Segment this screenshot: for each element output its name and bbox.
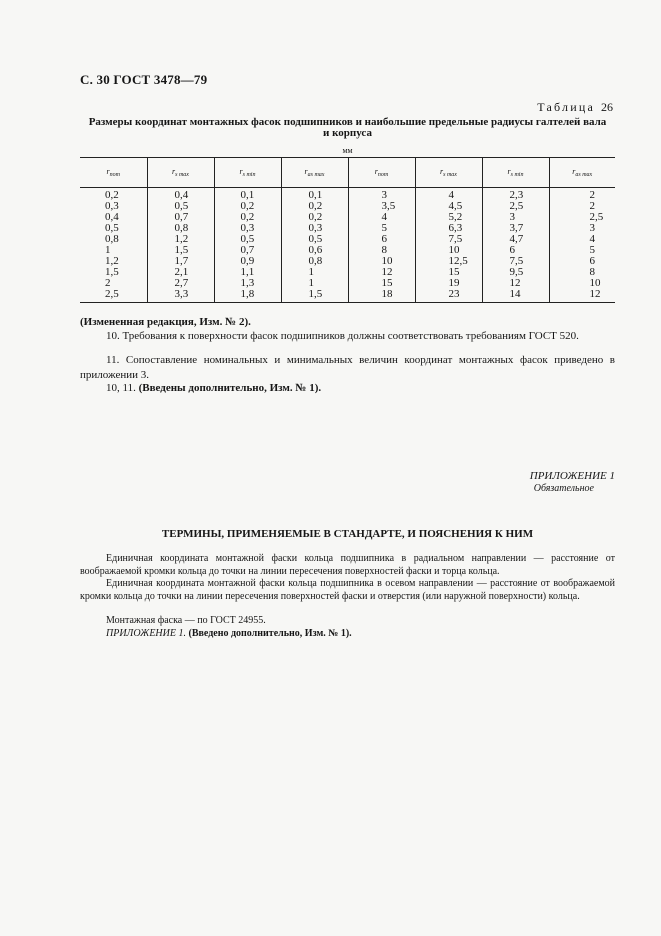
- table-cell: [549, 234, 615, 245]
- column-header: [549, 158, 615, 188]
- table-cell-value: 4: [589, 233, 595, 245]
- column-header-symbol: r: [507, 167, 511, 176]
- table-cell: [549, 256, 615, 267]
- table-cell-value: 1,7: [174, 255, 189, 267]
- table-cell-value: 7,5: [509, 255, 524, 267]
- column-header: [482, 158, 549, 188]
- table-cell-value: 5: [381, 222, 387, 234]
- table-cell-value: 2: [589, 189, 595, 201]
- table-cell-value: 15: [381, 277, 393, 289]
- table-cell-value: 1,5: [308, 288, 323, 300]
- note-edited: [80, 315, 615, 330]
- column-header: [281, 158, 348, 188]
- table-cell: [80, 289, 147, 303]
- table-cell-value: 1,5: [105, 266, 119, 278]
- table-cell-value: 0,2: [105, 189, 119, 201]
- appendix-label: ПРИЛОЖЕНИЕ 1: [529, 470, 615, 482]
- table-cell-value: 1,2: [174, 233, 189, 245]
- column-header-symbol: r: [572, 167, 576, 176]
- column-header-symbol: r: [304, 167, 308, 176]
- table-cell-value: 2,5: [589, 211, 604, 223]
- column-header-subscript: s min: [242, 172, 256, 178]
- table-cell-value: 6,3: [448, 222, 463, 234]
- table-row: [80, 267, 615, 278]
- column-header-symbol: r: [239, 167, 243, 176]
- appendix-paragraph-4-bold: (Введено дополнительно, Изм. № 1).: [188, 628, 352, 639]
- table-cell-value: 6: [589, 255, 595, 267]
- table-cell-value: 1,3: [240, 277, 255, 289]
- column-header-symbol: r: [172, 167, 176, 176]
- table-cell: [80, 267, 147, 278]
- column-header-subscript: s max: [175, 172, 189, 178]
- table-cell: [281, 188, 348, 202]
- column-header: [348, 158, 415, 188]
- table-cell-value: 2,5: [509, 200, 524, 212]
- table-cell-value: 0,1: [308, 189, 323, 201]
- table-cell-value: 3,7: [509, 222, 524, 234]
- table-cell-value: 0,4: [105, 211, 119, 223]
- table-cell-value: 8: [381, 244, 387, 256]
- table-cell-value: 0,2: [240, 200, 255, 212]
- table-cell: [80, 234, 147, 245]
- appendix-paragraph-4-prefix: ПРИЛОЖЕНИЕ 1.: [106, 628, 186, 639]
- table-cell-value: 2: [589, 200, 595, 212]
- table-cell-value: 12: [509, 277, 521, 289]
- table-cell-value: 4,7: [509, 233, 524, 245]
- table-cell-value: 10: [589, 277, 601, 289]
- table-cell-value: 0,1: [240, 189, 255, 201]
- note-introduced-prefix: 10, 11.: [106, 382, 139, 394]
- table-cell-value: 8: [589, 266, 595, 278]
- table-cell-value: 0,9: [240, 255, 255, 267]
- table-cell-value: 7,5: [448, 233, 463, 245]
- appendix-paragraph-4: [80, 627, 615, 640]
- column-header: [147, 158, 214, 188]
- note-item-11: 11. Сопоставление номинальных и минимальных величин координат монтажных фасок приведено в приложении 3.: [80, 354, 615, 381]
- table-cell-value: 2,3: [509, 189, 524, 201]
- note-introduced: [80, 381, 615, 396]
- table-cell-value: 14: [509, 288, 521, 300]
- table-cell: [281, 289, 348, 303]
- table-cell-value: 2: [105, 277, 111, 289]
- table-row: [80, 245, 615, 256]
- table-cell-value: 4: [448, 189, 454, 201]
- table-cell-value: 1: [105, 244, 111, 256]
- table-cell: [415, 289, 482, 303]
- column-header-symbol: r: [106, 167, 110, 176]
- table-row: [80, 201, 615, 212]
- table-body: [80, 188, 615, 303]
- table-cell-value: 23: [448, 288, 460, 300]
- table-cell: [214, 289, 281, 303]
- table-row: [80, 212, 615, 223]
- table-row: [80, 223, 615, 234]
- table-row: [80, 278, 615, 289]
- table-cell-value: 3: [589, 222, 595, 234]
- appendix-paragraph-2: Единичная координата монтажной фаски кольца подшипника в осевом направлении — расстояние от воображаемой кромки кольца до точки на линии пересечения поверхностей фаски и отверстия (или наружной поверхности) кольца.: [80, 578, 615, 602]
- table-cell-value: 0,5: [105, 222, 119, 234]
- table-cell-value: 4: [381, 211, 387, 223]
- table-cell-value: 0,3: [308, 222, 323, 234]
- table-row: [80, 234, 615, 245]
- table-label-number: 26: [601, 100, 613, 114]
- table-cell-value: 12: [381, 266, 393, 278]
- appendix-status: Обязательное: [533, 483, 594, 494]
- table-cell-value: 10: [381, 255, 393, 267]
- table-cell-value: 0,5: [308, 233, 323, 245]
- table-cell-value: 0,6: [308, 244, 323, 256]
- table-cell: [549, 188, 615, 202]
- table-label: [537, 100, 613, 115]
- table-cell-value: 5: [589, 244, 595, 256]
- table-cell: [482, 201, 549, 212]
- table-cell: [147, 188, 214, 202]
- table-cell-value: 6: [509, 244, 515, 256]
- table-cell-value: 1: [308, 266, 314, 278]
- table-cell-value: 10: [448, 244, 460, 256]
- table-caption-line2: и корпуса: [323, 127, 372, 139]
- table-cell-value: 1,8: [240, 288, 255, 300]
- table-cell-value: 1,1: [240, 266, 255, 278]
- table-cell: [549, 223, 615, 234]
- table-cell-value: 9,5: [509, 266, 524, 278]
- table-cell-value: 0,2: [308, 200, 323, 212]
- column-header-subscript: as max: [575, 172, 593, 178]
- column-header-subscript: nom: [109, 172, 120, 178]
- table-cell-value: 0,2: [308, 211, 323, 223]
- table-header-row: [80, 158, 615, 188]
- table-cell: [214, 188, 281, 202]
- appendix-paragraph-3: Монтажная фаска — по ГОСТ 24955.: [106, 615, 266, 626]
- table-cell-value: 19: [448, 277, 460, 289]
- column-header-subscript: nom: [377, 172, 389, 178]
- table-cell-value: 18: [381, 288, 393, 300]
- note-introduced-bold: (Введены дополнительно, Изм. № 1).: [138, 382, 322, 394]
- table-row: [80, 289, 615, 303]
- table-cell-value: 0,3: [240, 222, 255, 234]
- table-cell-value: 0,7: [174, 211, 189, 223]
- table-cell: [482, 234, 549, 245]
- table-cell-value: 0,5: [174, 200, 189, 212]
- table-cell-value: 3: [381, 189, 387, 201]
- table-row: [80, 256, 615, 267]
- column-header-subscript: as max: [307, 172, 325, 178]
- table-cell-value: 15: [448, 266, 460, 278]
- table-cell-value: 0,4: [174, 189, 189, 201]
- table-cell: [281, 267, 348, 278]
- table-cell-value: 1: [308, 277, 314, 289]
- note-item-10: 10. Требования к поверхности фасок подшипников должны соответствовать требованиям ГОСТ 520.: [106, 330, 579, 342]
- table-label-word: Таблица: [537, 100, 595, 114]
- table-cell-value: 0,8: [308, 255, 323, 267]
- table-cell-value: 12: [589, 288, 601, 300]
- table-cell: [80, 188, 147, 202]
- table-cell: [549, 212, 615, 223]
- table-cell-value: 2,5: [105, 288, 119, 300]
- table-row: [80, 188, 615, 202]
- table-cell-value: 2,7: [174, 277, 189, 289]
- column-header-subscript: s min: [510, 172, 524, 178]
- table-unit: мм: [342, 146, 353, 155]
- appendix-paragraph-1: Единичная координата монтажной фаски кольца подшипника в радиальном направлении — расстояние от воображаемой кромки кольца до точки на линии пересечения поверхностей фаски и торца кольца.: [80, 553, 615, 577]
- note-edited-text: (Измененная редакция, Изм. № 2).: [80, 316, 251, 328]
- table-cell-value: 12,5: [448, 255, 468, 267]
- table-cell-value: 3,5: [381, 200, 396, 212]
- table-cell-value: 4,5: [448, 200, 463, 212]
- column-header: [214, 158, 281, 188]
- table-cell: [549, 267, 615, 278]
- table-cell: [549, 289, 615, 303]
- table-caption-line1: Размеры координат монтажных фасок подшипников и наибольшие предельные радиусы галтелей вала: [88, 116, 607, 128]
- column-header: [80, 158, 147, 188]
- table-cell-value: 0,8: [174, 222, 189, 234]
- table-cell: [549, 278, 615, 289]
- table-cell: [348, 289, 415, 303]
- table-cell: [549, 201, 615, 212]
- chamfer-table: [80, 157, 615, 303]
- table-cell-value: 1,5: [174, 244, 189, 256]
- table-cell-value: 3: [509, 211, 515, 223]
- table-caption: [80, 117, 615, 139]
- table-cell-value: 0,5: [240, 233, 255, 245]
- column-header: [415, 158, 482, 188]
- table-cell: [281, 256, 348, 267]
- table-cell-value: 0,3: [105, 200, 119, 212]
- column-header-subscript: s max: [443, 172, 457, 178]
- table-cell-value: 0,7: [240, 244, 255, 256]
- column-header-symbol: r: [440, 167, 444, 176]
- table-cell-value: 2,1: [174, 266, 189, 278]
- table-cell-value: 5,2: [448, 211, 463, 223]
- table-cell: [415, 188, 482, 202]
- table-cell-value: 6: [381, 233, 387, 245]
- page-header: С. 30 ГОСТ 3478—79: [80, 72, 208, 87]
- table-cell: [147, 289, 214, 303]
- appendix-title: ТЕРМИНЫ, ПРИМЕНЯЕМЫЕ В СТАНДАРТЕ, И ПОЯСНЕНИЯ К НИМ: [161, 528, 534, 540]
- table-cell-value: 1,2: [105, 255, 119, 267]
- table-cell-value: 0,2: [240, 211, 255, 223]
- table-cell-value: 3,3: [174, 288, 189, 300]
- table-cell: [482, 289, 549, 303]
- table-cell-value: 0,8: [105, 233, 119, 245]
- column-header-symbol: r: [374, 167, 378, 176]
- table-cell: [348, 188, 415, 202]
- table-cell: [482, 188, 549, 202]
- table-cell: [549, 245, 615, 256]
